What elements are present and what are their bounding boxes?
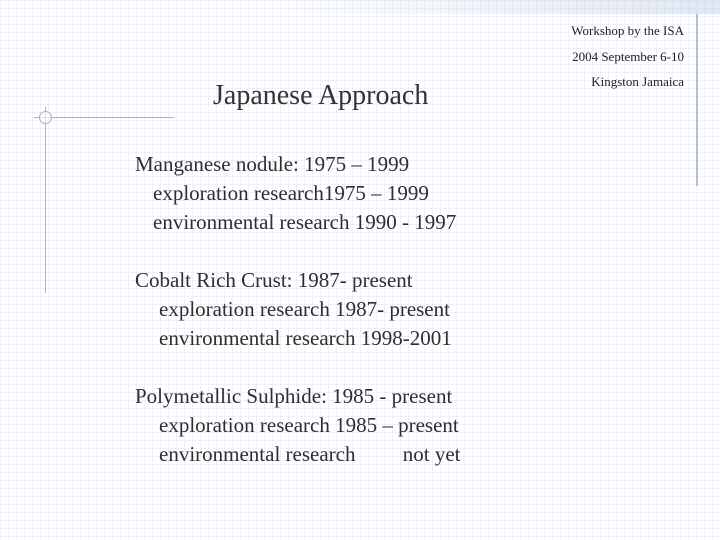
slide-content [135,150,460,469]
workshop-date: 2004 September 6-10 [572,49,684,64]
title-accent-horizontal-line [34,117,174,118]
topic-heading: Polymetallic Sulphide: 1985 - present [135,384,453,408]
topic-heading: Manganese nodule: 1975 – 1999 [135,152,410,176]
topic-polymetallic-sulphide [135,382,460,469]
topic-exploration-line: exploration research 1987- present [159,297,450,321]
topic-manganese-nodule [135,150,460,237]
workshop-title: Workshop by the ISA [571,23,684,38]
slide-title: Japanese Approach [213,80,429,111]
topic-cobalt-rich-crust [135,266,460,353]
workshop-location: Kingston Jamaica [591,74,684,89]
right-decoration-rule [696,14,698,186]
title-accent-circle-icon [39,111,52,124]
top-decoration-bar [260,0,720,14]
title-accent-vertical-line [45,107,46,293]
topic-environmental-line: environmental research 1990 - 1997 [153,210,457,234]
topic-exploration-line: exploration research1975 – 1999 [153,181,429,205]
workshop-info [571,18,684,95]
topic-environmental-line: environmental research not yet [159,442,461,466]
topic-heading: Cobalt Rich Crust: 1987- present [135,268,413,292]
topic-exploration-line: exploration research 1985 – present [159,413,459,437]
topic-environmental-line: environmental research 1998-2001 [159,326,452,350]
